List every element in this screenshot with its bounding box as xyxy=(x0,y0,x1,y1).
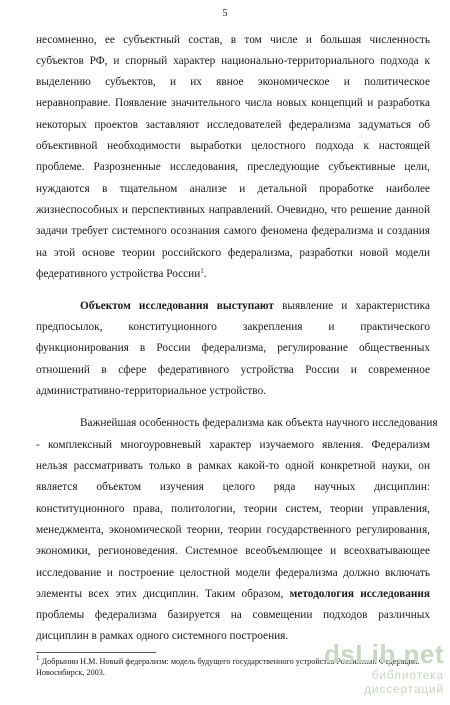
body-line-last xyxy=(36,267,207,282)
dslib-watermark xyxy=(304,640,444,696)
body-line: отношений в сфере федеративного устройства России и современное xyxy=(36,364,430,376)
watermark-logo: dsLib.net xyxy=(323,639,444,669)
body-line: субъектов РФ, и спорный характер национально-территориального подхода к xyxy=(36,55,430,67)
body-line: на этой основе теории российского федерализма, разработки новой модели xyxy=(36,247,430,259)
body-line: проблеме. Разрозненные исследования, преследующие субъективные цели, xyxy=(36,161,430,173)
page-number: 5 xyxy=(222,8,228,19)
body-line: несомненно, ее субъектный состав, в том числе и большая численность xyxy=(36,34,430,46)
body-line: Важнейшая особенность федерализма как объекта научного исследования xyxy=(80,417,438,429)
body-text: элементы всех этих дисциплин. Таким образом, xyxy=(36,588,290,600)
body-line: объективной необходимости выработки целостного подхода к настоящей xyxy=(36,140,430,152)
body-line: неравноправие. Появление значительного числа новых концепций и разработка xyxy=(36,97,430,109)
body-line: экономики, регионоведения. Системное всеобъемлющее и всеохватывающее xyxy=(36,545,430,557)
body-line: исследование и построение целостной модели федерализма должно включать xyxy=(36,567,430,579)
body-line: задачи требует системного осознания самого феномена федерализма и создания xyxy=(36,225,430,237)
body-line xyxy=(80,299,430,314)
footnote-ref: 1 xyxy=(200,267,204,275)
body-text: федеративного устройства России xyxy=(36,268,201,280)
body-line: жизнеспособных и перспективных направлений. Очевидно, что решение данной xyxy=(36,204,430,216)
body-line: является объектом изучения целого ряда научных дисциплин: xyxy=(36,481,430,493)
footnote-separator xyxy=(36,652,156,653)
body-line: предпосылок, конституционного закрепления и практического xyxy=(36,321,430,333)
body-line: нельзя рассматривать только в рамках какой-то одной конкретной науки, он xyxy=(36,460,430,472)
body-line: конституционного права, политологии, теории систем, теории управления, xyxy=(36,503,430,515)
period: . xyxy=(203,268,207,280)
body-line: некоторых проектов заставляют исследователей федерализма задуматься об xyxy=(36,119,430,131)
body-line: нуждаются в тщательном анализе и детальной проработке наиболее xyxy=(36,183,430,195)
body-line: функционирования в России федерализма, регулирование общественных xyxy=(36,342,430,354)
body-line: проблемы федерализма базируется на совмещении подходов различных xyxy=(36,609,430,621)
body-line: менеджмента, экономической теории, теории государственного регулирования, xyxy=(36,524,430,536)
body-line xyxy=(36,587,430,602)
footnote-line: Новосибирск, 2003. xyxy=(36,668,105,677)
bold-term: методология исследования xyxy=(289,588,430,600)
body-text: выявление и характеристика xyxy=(273,300,430,312)
footnote-text: Добрынин Н.М. Новый федерализм: модель будущего государственного устройства Российской Федерации. xyxy=(39,657,420,666)
bold-lead: Объектом исследования выступают xyxy=(80,300,274,312)
body-line: - комплексный многоуровневый характер изучаемого явления. Федерализм xyxy=(36,439,430,451)
body-line: выделению субъектов, и их явное экономическое и политическое xyxy=(36,76,430,88)
body-line-last: административно-территориальное устройство. xyxy=(36,385,267,397)
footnote-marker: 1 xyxy=(36,654,40,662)
watermark-subtitle: библиотека диссертаций xyxy=(364,668,444,696)
body-line-last: дисциплин в рамках одного системного построения. xyxy=(36,630,289,642)
